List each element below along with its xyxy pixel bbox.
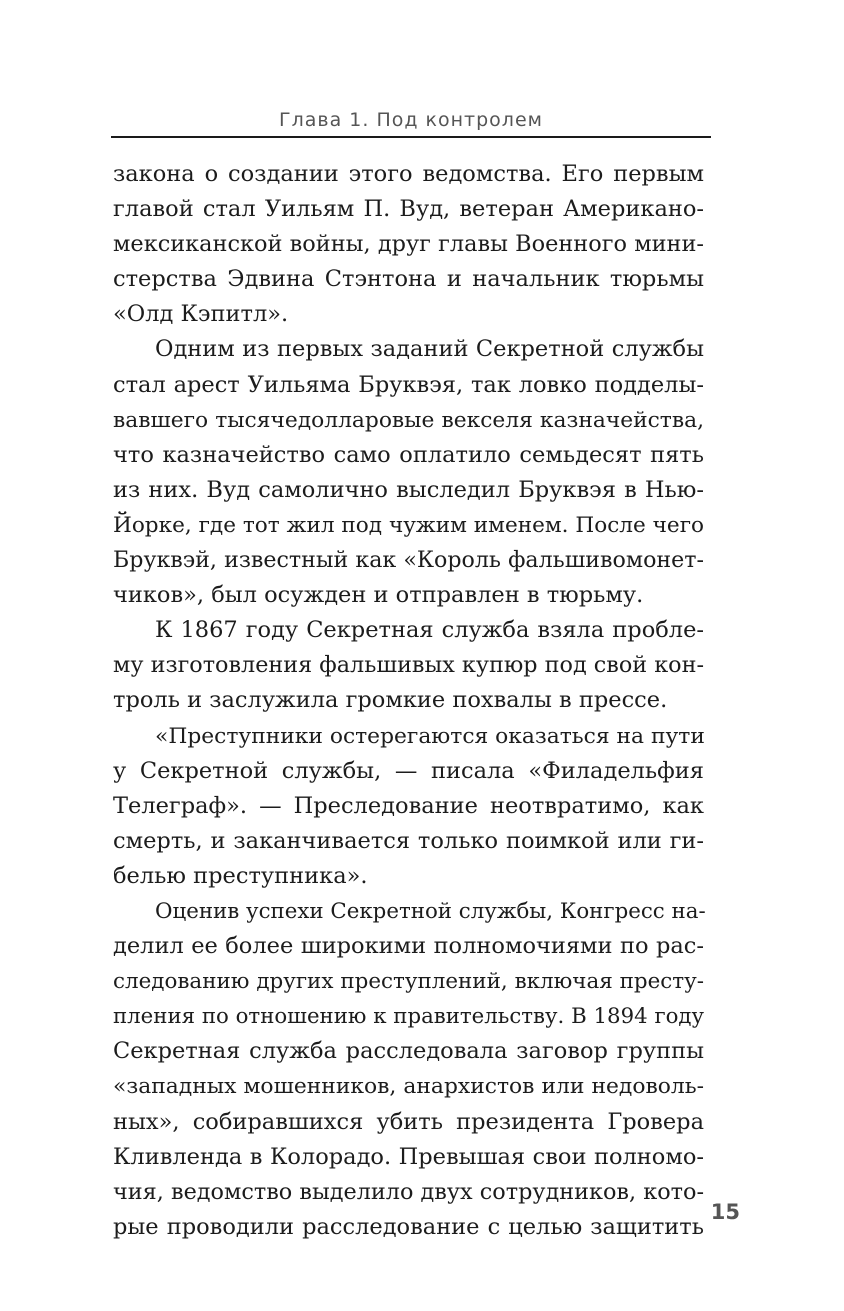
text-line: мексиканской войны, друг главы Военного мини- — [113, 231, 704, 258]
text-line: Телеграф». — Преследование неотвратимо, как — [113, 792, 704, 819]
text-line: Йорке, где тот жил под чужим именем. После чего — [113, 512, 704, 538]
paragraph-first-line: «Преступники остерегаются оказаться на пути — [155, 723, 705, 749]
paragraph-first-line: К 1867 году Секретная служба взяла пробле- — [155, 617, 704, 644]
text-line: пления по отношению к правительству. В 1894 году — [113, 1004, 704, 1030]
paragraph-first-line: Оценив успехи Секретной службы, Конгресс на- — [155, 898, 706, 924]
text-line: следованию других преступлений, включая престу- — [113, 969, 704, 995]
text-line: из них. Вуд самолично выследил Бруквэя в Нью- — [113, 476, 704, 503]
text-line: Бруквэй, известный как «Король фальшивомонет- — [113, 547, 704, 574]
text-line: троль и заслужила громкие похвалы в прессе. — [113, 687, 668, 714]
text-line: му изготовления фальшивых купюр под свой кон- — [113, 652, 704, 679]
text-line: смерть, и заканчивается только поимкой или ги- — [113, 827, 704, 854]
text-line: закона о создании этого ведомства. Его первым — [113, 161, 704, 187]
page-number: 15 — [710, 1200, 740, 1224]
text-line: главой стал Уильям П. Вуд, ветеран Американо- — [113, 196, 704, 223]
text-line: у Секретной службы, — писала «Филадельфия — [113, 757, 704, 784]
text-line: ных», собиравшихся убить президента Гровера — [113, 1108, 704, 1135]
text-line: вавшего тысячедолларовые векселя казначейства, — [113, 407, 704, 433]
running-head: Глава 1. Под контролем — [279, 109, 543, 131]
text-line: белью преступника». — [113, 862, 368, 889]
text-line: что казначейство само оплатило семьдесят пять — [113, 441, 704, 468]
body-text — [113, 157, 704, 1245]
header-rule — [111, 136, 711, 138]
text-line: рые проводили расследование с целью защитить — [113, 1213, 704, 1240]
text-line: стерства Эдвина Стэнтона и начальник тюрьмы — [113, 266, 704, 293]
text-line: «западных мошенников, анархистов или недоволь- — [113, 1074, 704, 1100]
text-line: чиков», был осужден и отправлен в тюрьму. — [113, 582, 644, 609]
text-line: Кливленда в Колорадо. Превышая свои полномо- — [113, 1143, 704, 1170]
paragraph-first-line: Одним из первых заданий Секретной службы — [155, 336, 704, 363]
text-line: делил ее более широкими полномочиями по рас- — [113, 933, 704, 960]
text-line: «Олд Кэпитл». — [113, 301, 289, 328]
text-line: чия, ведомство выделило двух сотрудников, кото- — [113, 1178, 704, 1205]
text-line: стал арест Уильяма Бруквэя, так ловко подделы- — [113, 371, 704, 398]
text-line: Секретная служба расследовала заговор группы — [113, 1038, 704, 1065]
